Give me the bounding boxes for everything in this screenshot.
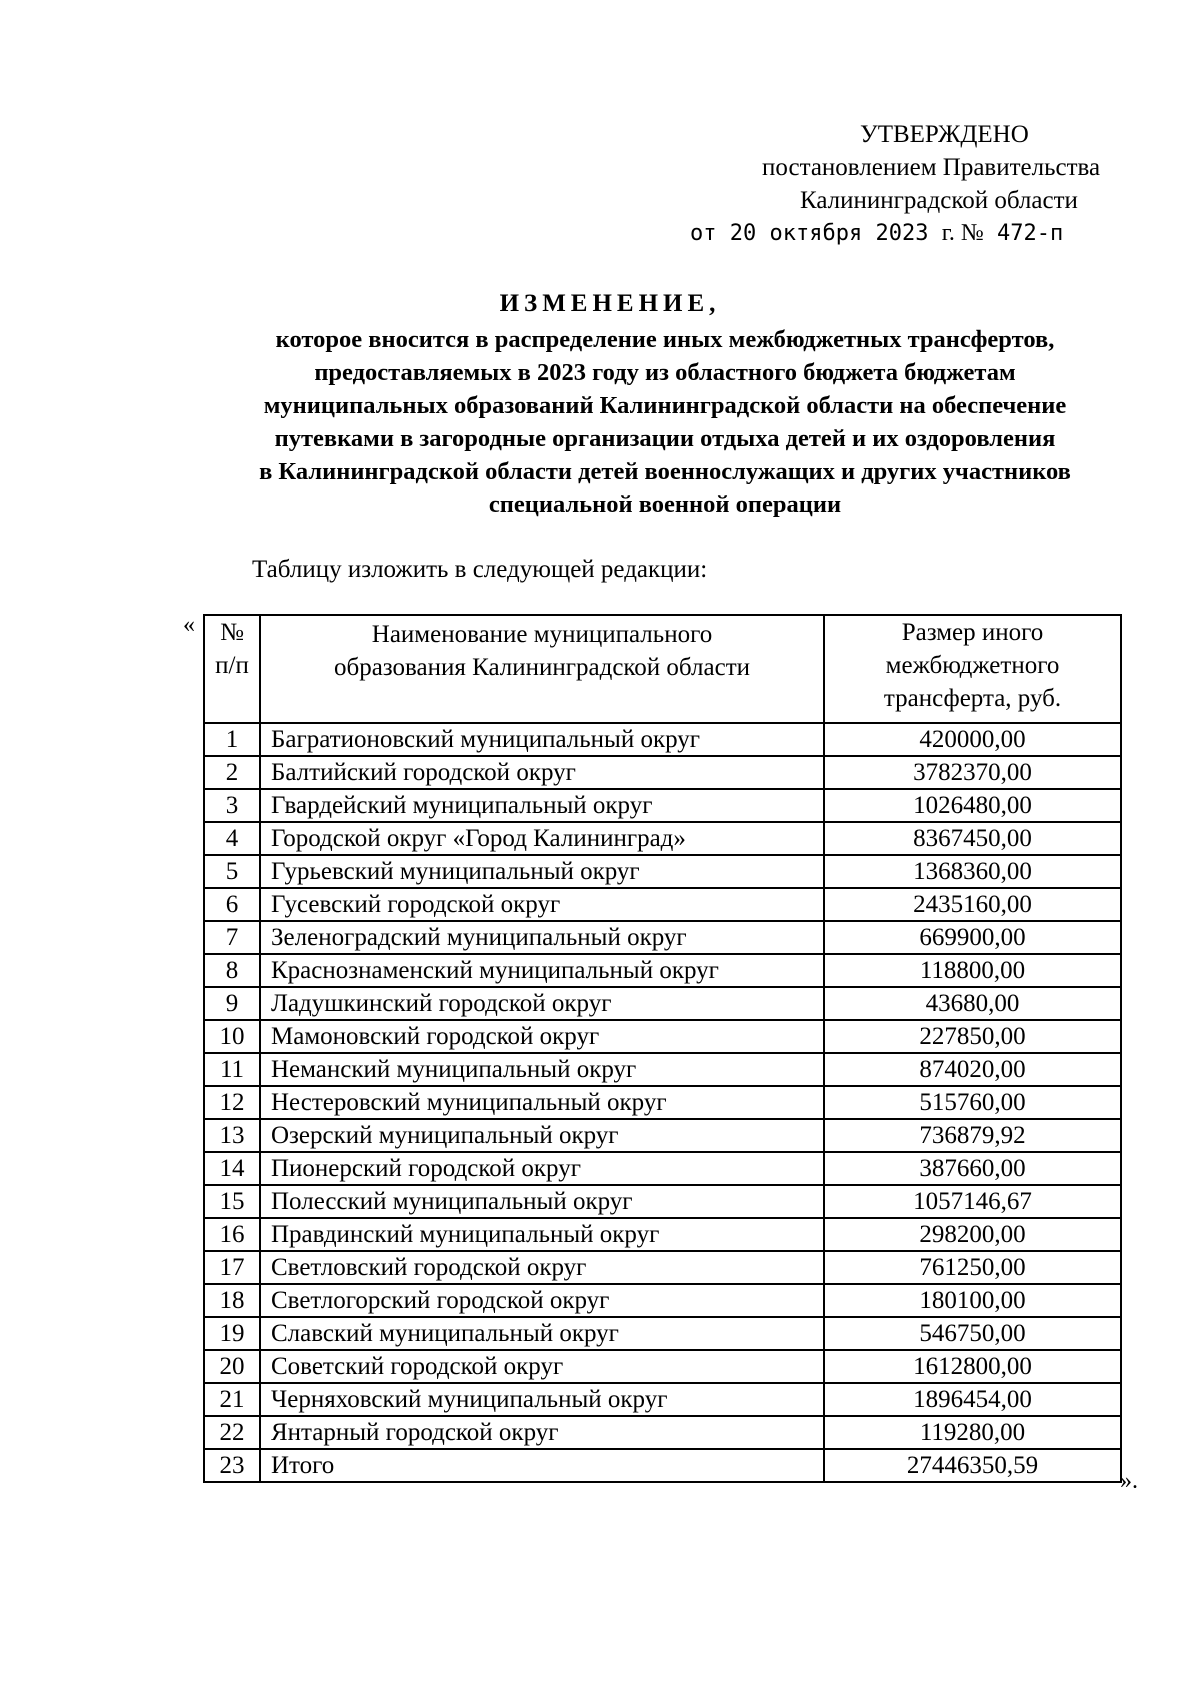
row-number: 23 [204,1449,260,1482]
row-number: 5 [204,855,260,888]
row-number: 19 [204,1317,260,1350]
table-row [204,1020,1121,1053]
subtitle-line: специальной военной операции [488,491,842,518]
opening-quote: « [183,612,195,638]
row-number: 21 [204,1383,260,1416]
table-row [204,855,1121,888]
table-header-row [204,615,1121,723]
approval-date-number [690,217,1170,250]
table-row [204,1383,1121,1416]
row-municipality: Славский муниципальный округ [260,1317,824,1350]
row-municipality: Неманский муниципальный округ [260,1053,824,1086]
approval-block [690,118,1170,250]
table-row [204,723,1121,756]
row-amount: 43680,00 [824,987,1121,1020]
row-amount: 119280,00 [824,1416,1121,1449]
row-amount: 546750,00 [824,1317,1121,1350]
subtitle-line: предоставляемых в 2023 году из областного бюджета бюджетам [314,359,1016,386]
table-row [204,1449,1121,1482]
row-municipality: Ладушкинский городской округ [260,987,824,1020]
row-municipality: Полесский муниципальный округ [260,1185,824,1218]
row-amount: 1026480,00 [824,789,1121,822]
header-number-line1: № [220,619,244,646]
intro-text: Таблицу изложить в следующей редакции: [252,556,708,583]
approval-heading: УТВЕРЖДЕНО [860,121,1029,148]
row-municipality: Нестеровский муниципальный округ [260,1086,824,1119]
row-amount: 298200,00 [824,1218,1121,1251]
subtitle-line: путевками в загородные организации отдыха детей и их оздоровления [274,425,1056,452]
table-row [204,987,1121,1020]
row-number: 3 [204,789,260,822]
date-year: 2023 [875,221,929,246]
table-row [204,1185,1121,1218]
row-municipality: Правдинский муниципальный округ [260,1218,824,1251]
row-amount: 27446350,59 [824,1449,1121,1482]
table-row [204,1086,1121,1119]
table-row [204,888,1121,921]
row-number: 15 [204,1185,260,1218]
row-amount: 515760,00 [824,1086,1121,1119]
date-prefix: от [690,221,717,246]
header-municipality-line1: Наименование муниципального [371,621,713,648]
row-amount: 387660,00 [824,1152,1121,1185]
row-municipality: Гурьевский муниципальный округ [260,855,824,888]
date-g: г. № [941,220,984,246]
row-municipality: Зеленоградский муниципальный округ [260,921,824,954]
header-number-line2: п/п [215,652,249,679]
row-amount: 874020,00 [824,1053,1121,1086]
allocation-table [203,614,1122,1483]
row-amount: 8367450,00 [824,822,1121,855]
row-number: 11 [204,1053,260,1086]
row-amount: 227850,00 [824,1020,1121,1053]
row-municipality: Краснознаменский муниципальный округ [260,954,824,987]
document-title: ИЗМЕНЕНИЕ, [499,290,721,317]
header-number [204,615,260,723]
row-municipality: Мамоновский городской округ [260,1020,824,1053]
row-number: 18 [204,1284,260,1317]
approval-authority: постановлением Правительства [762,154,1101,181]
header-amount-line3: трансферта, руб. [883,685,1062,712]
row-number: 13 [204,1119,260,1152]
header-municipality [260,615,824,723]
table-row [204,1416,1121,1449]
row-number: 7 [204,921,260,954]
header-amount-line1: Размер иного [901,619,1044,646]
row-number: 12 [204,1086,260,1119]
row-number: 10 [204,1020,260,1053]
table-row [204,1350,1121,1383]
row-number: 1 [204,723,260,756]
row-amount: 736879,92 [824,1119,1121,1152]
row-municipality: Янтарный городской округ [260,1416,824,1449]
decree-number: 472-п [996,221,1064,246]
table-row [204,822,1121,855]
table-row [204,1053,1121,1086]
row-municipality: Озерский муниципальный округ [260,1119,824,1152]
row-municipality: Гвардейский муниципальный округ [260,789,824,822]
closing-quote: ». [1120,1468,1138,1494]
header-municipality-line2: образования Калининградской области [333,654,750,681]
row-municipality: Балтийский городской округ [260,756,824,789]
row-municipality: Городской округ «Город Калининград» [260,822,824,855]
row-amount: 118800,00 [824,954,1121,987]
row-amount: 1612800,00 [824,1350,1121,1383]
table-row [204,954,1121,987]
header-amount-line2: межбюджетного [885,652,1060,679]
table-row [204,1317,1121,1350]
date-day-month: 20 октября [729,221,863,246]
row-number: 9 [204,987,260,1020]
table-row [204,789,1121,822]
table-row [204,756,1121,789]
row-number: 20 [204,1350,260,1383]
row-amount: 420000,00 [824,723,1121,756]
table-row [204,1218,1121,1251]
table-row [204,1119,1121,1152]
row-number: 4 [204,822,260,855]
header-amount [824,615,1121,723]
row-amount: 2435160,00 [824,888,1121,921]
row-amount: 1368360,00 [824,855,1121,888]
row-amount: 1896454,00 [824,1383,1121,1416]
row-amount: 669900,00 [824,921,1121,954]
row-number: 8 [204,954,260,987]
row-municipality: Пионерский городской округ [260,1152,824,1185]
row-municipality: Светлогорский городской округ [260,1284,824,1317]
table-row [204,921,1121,954]
table-row [204,1251,1121,1284]
row-amount: 180100,00 [824,1284,1121,1317]
row-number: 6 [204,888,260,921]
subtitle-line: в Калининградской области детей военнослужащих и других участников [259,458,1071,485]
row-municipality: Итого [260,1449,824,1482]
table-row [204,1152,1121,1185]
subtitle-line: муниципальных образований Калининградской области на обеспечение [263,392,1067,419]
row-municipality: Черняховский муниципальный округ [260,1383,824,1416]
row-number: 22 [204,1416,260,1449]
row-municipality: Светловский городской округ [260,1251,824,1284]
row-amount: 3782370,00 [824,756,1121,789]
row-amount: 761250,00 [824,1251,1121,1284]
row-municipality: Советский городской округ [260,1350,824,1383]
row-amount: 1057146,67 [824,1185,1121,1218]
row-number: 2 [204,756,260,789]
row-municipality: Гусевский городской округ [260,888,824,921]
row-municipality: Багратионовский муниципальный округ [260,723,824,756]
subtitle-line: которое вносится в распределение иных межбюджетных трансфертов, [275,326,1055,353]
row-number: 17 [204,1251,260,1284]
approval-region: Калининградской области [800,187,1078,214]
row-number: 16 [204,1218,260,1251]
document-subtitle [160,323,1170,521]
row-number: 14 [204,1152,260,1185]
table-row [204,1284,1121,1317]
